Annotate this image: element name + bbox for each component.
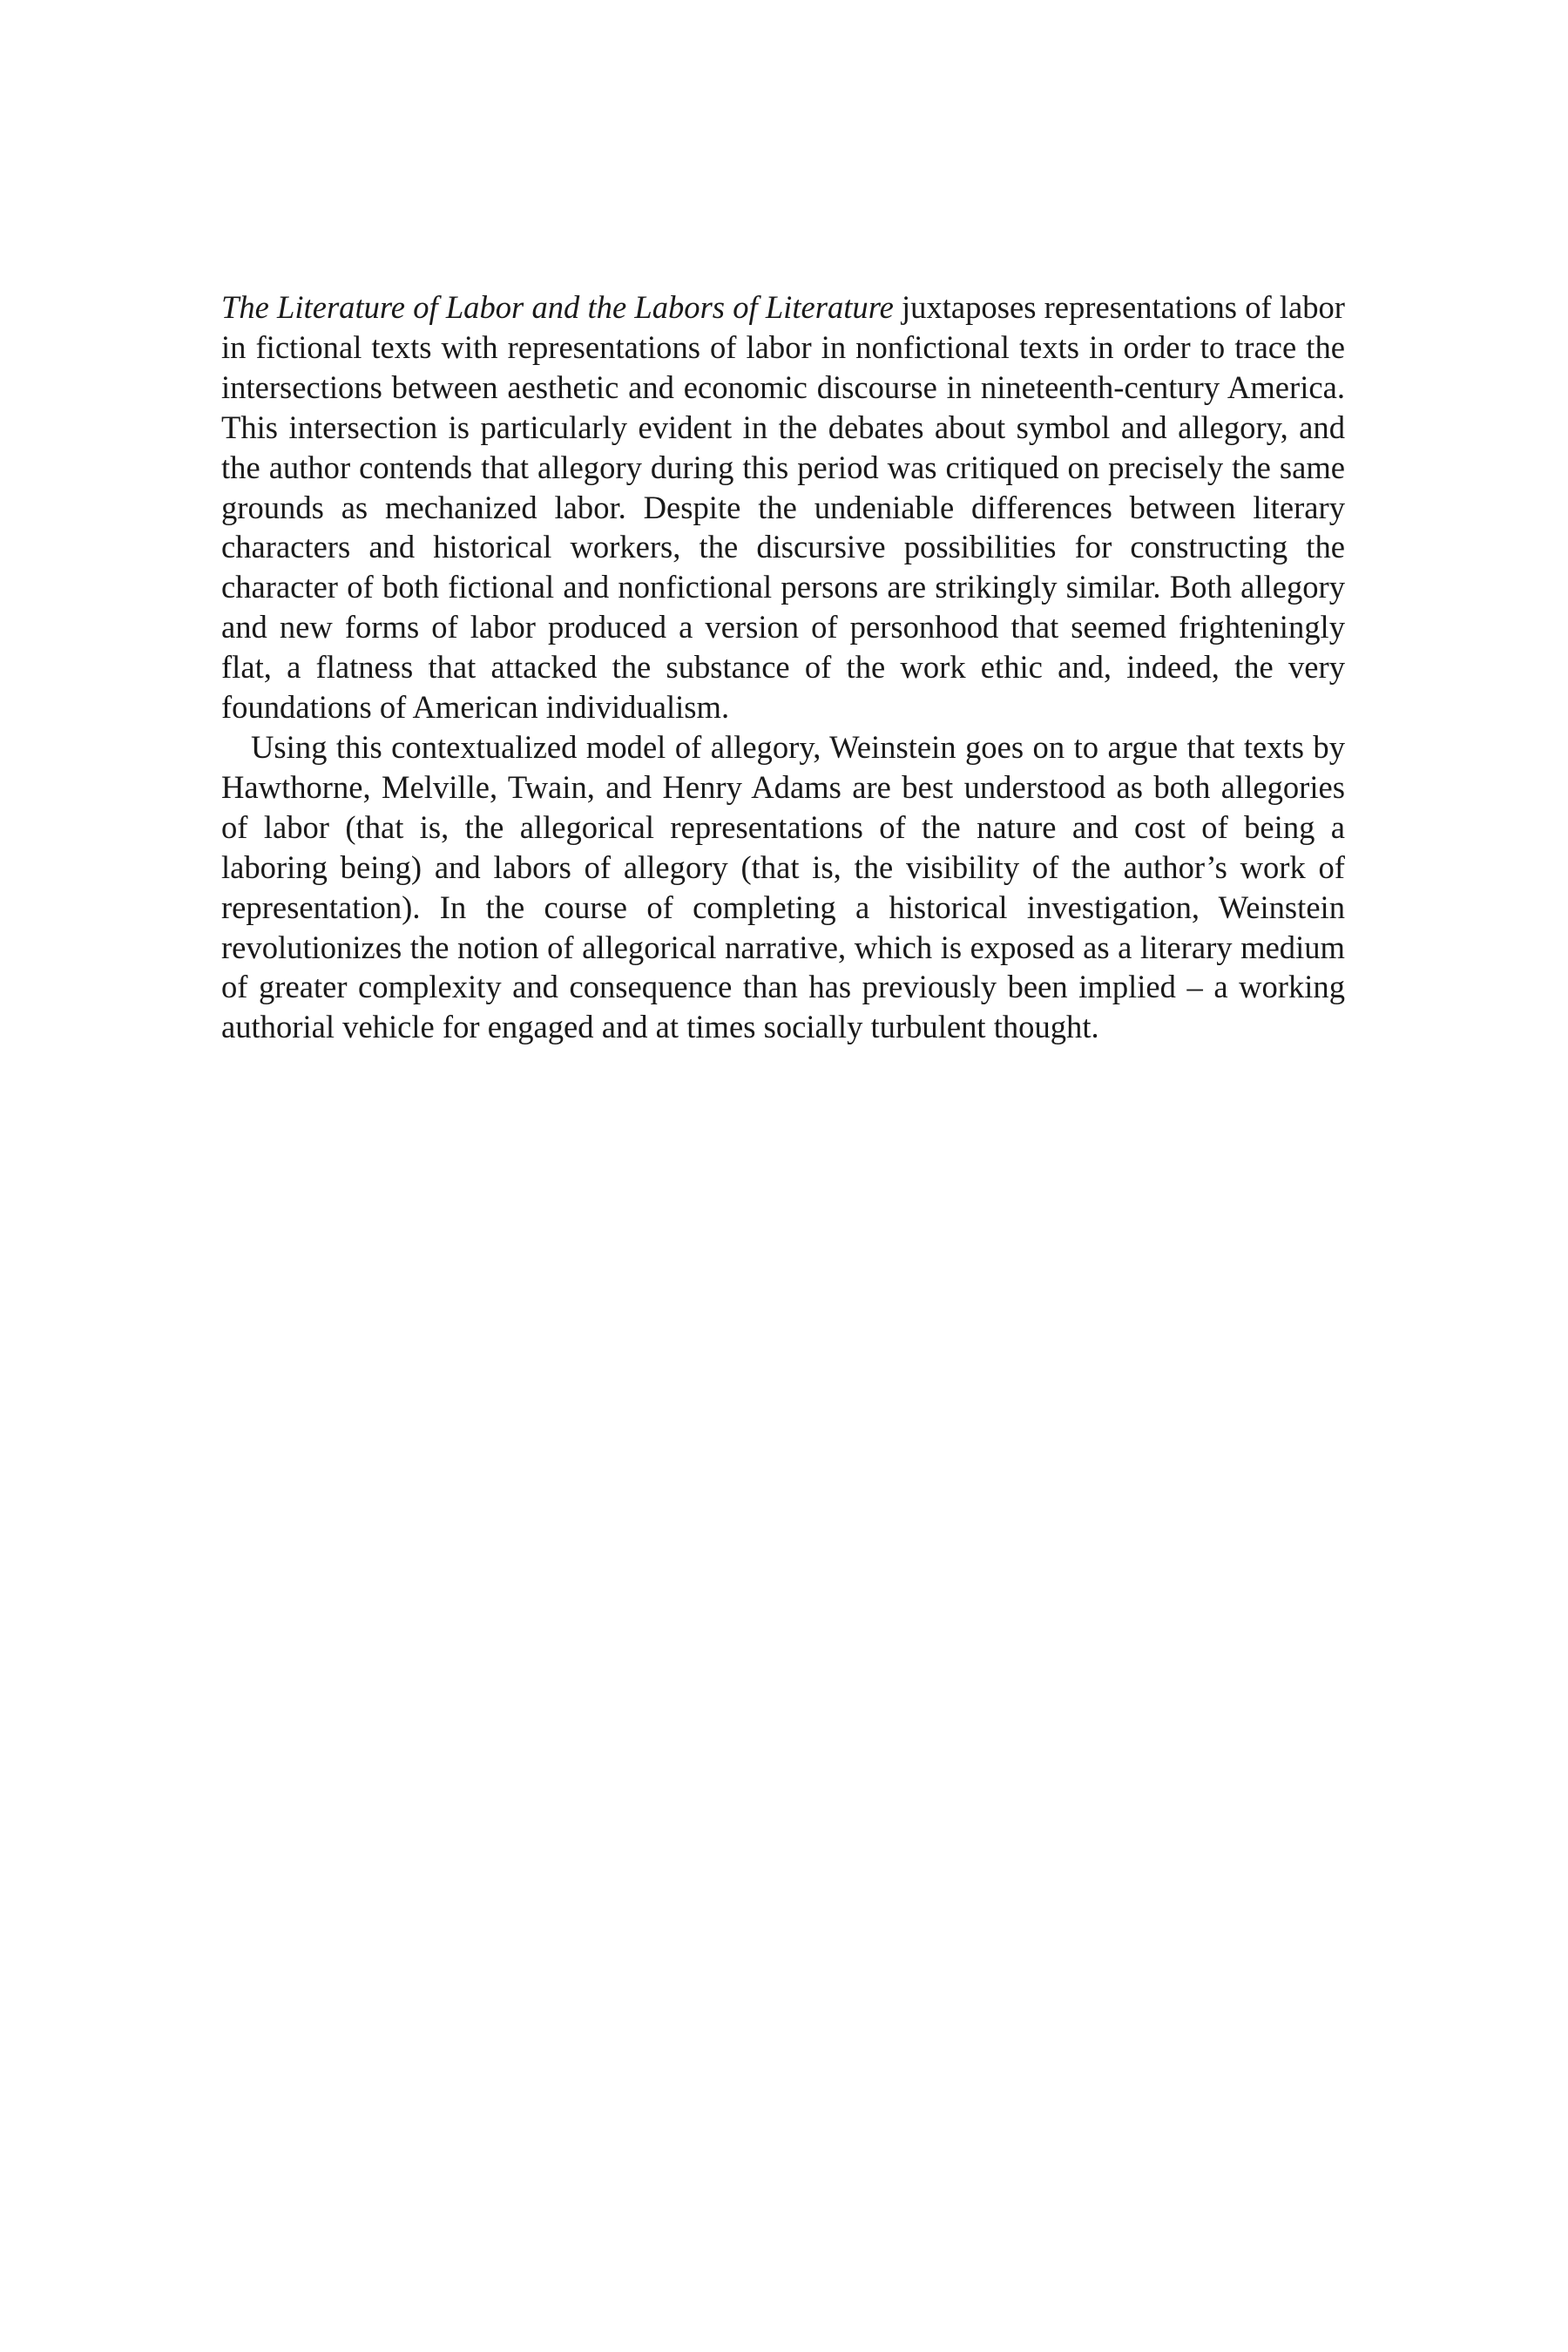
book-title: The Literature of Labor and the Labors of Literature xyxy=(221,289,894,325)
paragraph-1 xyxy=(221,287,1345,727)
paragraph-1-body: juxtaposes representations of labor in fictional texts with representations of labor in nonfictional texts in order to trace the intersections between aesthetic and economic discourse in nineteenth-century America. This intersection is particularly evident in the debates about symbol and allegory, and the author contends that allegory during this period was critiqued on precisely the same grounds as mechanized labor. Despite the undeniable differences between literary characters and historical workers, the discursive possibilities for constructing the character of both fictional and nonfictional persons are strikingly similar. Both allegory and new forms of labor produced a version of personhood that seemed frighteningly flat, a flatness that attacked the substance of the work ethic and, indeed, the very foundations of American individualism. xyxy=(221,289,1345,726)
paragraph-2-body: Using this contextualized model of allegory, Weinstein goes on to argue that texts by Hawthorne, Melville, Twain, and Henry Adams are best understood as both allegories of labor (that is, the allegorical representations of the nature and cost of being a laboring being) and labors of allegory (that is, the visibility of the author’s work of representation). In the course of completing a historical investigation, Weinstein revolutionizes the notion of allegorical narrative, which is exposed as a literary medium of greater complexity and consequence than has previously been implied – a working authorial vehicle for engaged and at times socially turbulent thought. xyxy=(221,728,1345,1045)
paragraph-2 xyxy=(221,727,1345,1047)
abstract-text xyxy=(221,287,1345,1047)
